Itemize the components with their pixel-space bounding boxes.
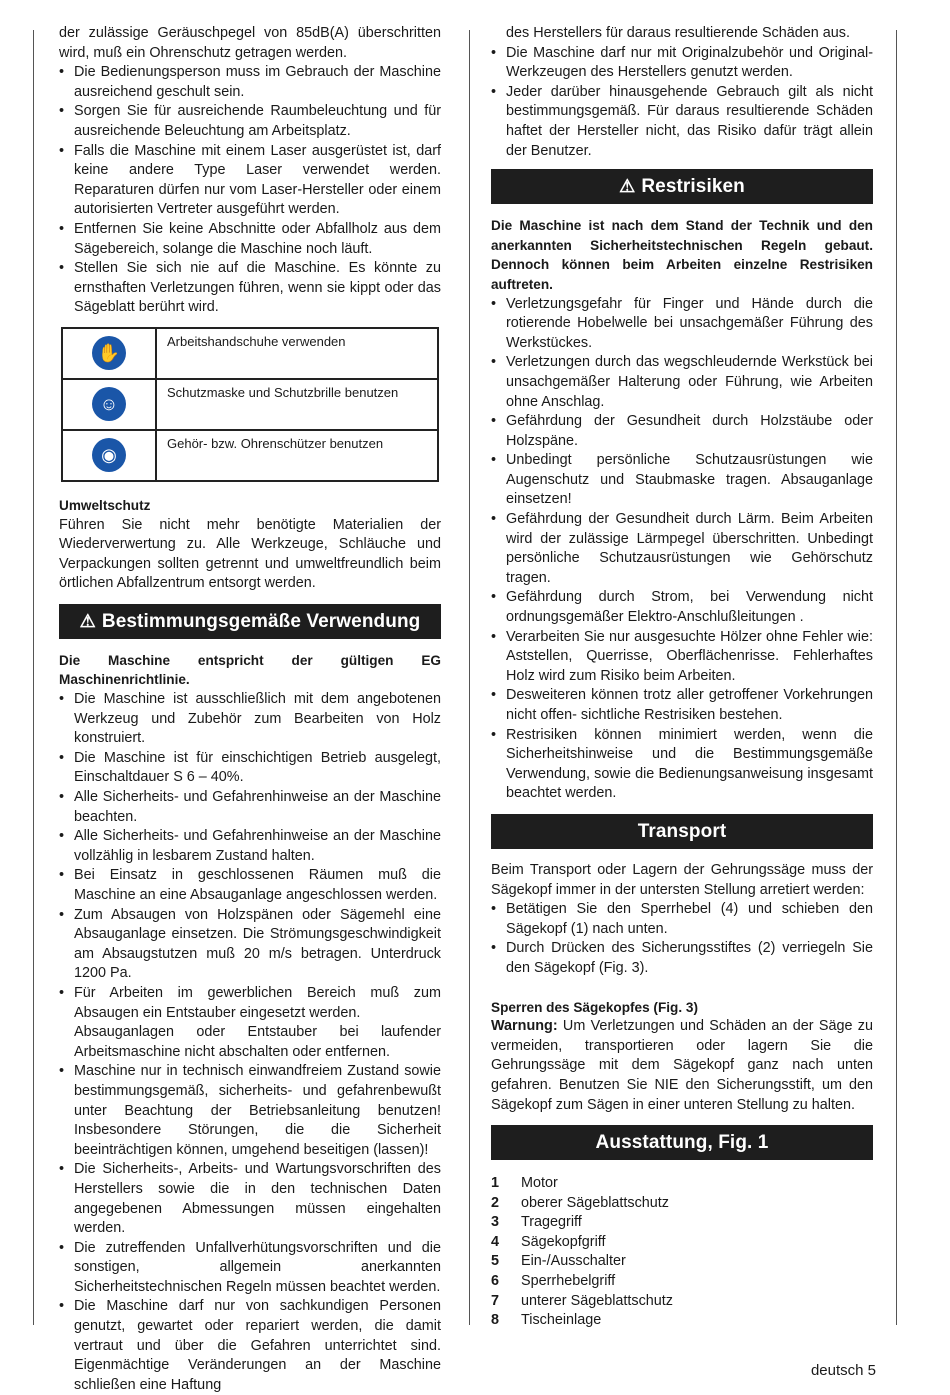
list-item: • Gefährdung durch Strom, bei Verwendung nicht ordnungsgemäßer Elektro-Anschlußleitungen . bbox=[491, 588, 873, 627]
table-row bbox=[62, 379, 438, 430]
list-item: • Zum Absaugen von Holzspänen oder Sägemehl eine Absauganlage einsetzen. Die Strömungsgeschwindigkeit am Absaugstutzen muß 20 m/s betragen. Unterdruck 1200 Pa. bbox=[59, 906, 441, 984]
list-item: • Verletzungen durch das wegschleudernde Werkstück bei unsachgemäßer Halterung oder Führung, wie Arbeiten ohne Anschlag. bbox=[491, 353, 873, 412]
right-column bbox=[491, 24, 873, 1331]
usage-list bbox=[491, 44, 873, 162]
table-row bbox=[62, 328, 438, 379]
list-item: 7 unterer Sägeblattschutz bbox=[491, 1292, 673, 1309]
list-item: • Die Maschine darf nur von sachkundigen Personen genutzt, gewartet oder repariert werden, die damit vertraut und über die Gefahren unterrichtet sind. Eigenmächtige Veränderungen an der Maschine schließen eine Haftung bbox=[59, 1297, 441, 1395]
list-item: • Entfernen Sie keine Abschnitte oder Abfallholz aus dem Sägebereich, solange die Maschine noch läuft. bbox=[59, 220, 441, 259]
list-item: • Die Maschine ist ausschließlich mit dem angebotenen Werkzeug und Zubehör zum Bearbeiten von Holz konstruiert. bbox=[59, 690, 441, 749]
list-item: • Die Maschine ist für einschichtigen Betrieb ausgelegt, Einschaltdauer S 6 – 40%. bbox=[59, 749, 441, 788]
margin-line-center bbox=[469, 30, 470, 1325]
list-item: • Die Maschine darf nur mit Originalzubehör und Original-Werkzeugen des Herstellers genutzt werden. bbox=[491, 44, 873, 83]
list-item: • Bei Einsatz in geschlossenen Räumen muß die Maschine an eine Absauganlage angeschlossen werden. bbox=[59, 866, 441, 905]
section-heading-verwendung bbox=[59, 604, 441, 639]
warning-icon: ⚠ bbox=[79, 610, 96, 631]
umwelt-text: Führen Sie nicht mehr benötigte Materialien der Wiederverwertung zu. Alle Werkzeuge, Schläuche und Verpackungen sollten getrennt und umweltfreundlich beim örtlichen Abfallzentrum entsorgt werden. bbox=[59, 516, 441, 592]
list-item: • Verarbeiten Sie nur ausgesuchte Hölzer ohne Fehler wie: Aststellen, Querrisse, Oberflächenrisse. Fehlerhaftes Holz wird zum Risiko beim Arbeiten. bbox=[491, 628, 873, 687]
list-item: 6 Sperrhebelgriff bbox=[491, 1273, 616, 1290]
section-heading-transport bbox=[491, 814, 873, 849]
margin-line-right bbox=[896, 30, 897, 1325]
warning-paragraph bbox=[491, 1017, 873, 1115]
ppe-text: Arbeitshandschuhe verwenden bbox=[156, 328, 438, 379]
list-item: • Jeder darüber hinausgehende Gebrauch gilt als nicht bestimmungsgemäß. Für daraus resultierende Schäden haftet der Hersteller nicht, das Risiko dafür trägt allein der Benutzer. bbox=[491, 83, 873, 161]
list-item-extra: Absauganlagen oder Entstauber bei laufender Arbeitsmaschine nicht abschalten oder entfernen. bbox=[74, 1024, 441, 1060]
list-item: 4 Sägekopfgriff bbox=[491, 1233, 606, 1250]
section-lead: Die Maschine entspricht der gültigen EG Maschinenrichtlinie. bbox=[59, 652, 441, 688]
list-item: • Die zutreffenden Unfallverhütungsvorschriften und die sonstigen, allgemein anerkannten Sicherheitstechnischen Regeln müssen beachtet werden. bbox=[59, 1239, 441, 1298]
gloves-icon: ✋ bbox=[92, 336, 126, 370]
rest-lead: Die Maschine ist nach dem Stand der Technik und den anerkannten Sicherheitstechnischen Regeln gebaut. Dennoch können beim Arbeiten einzelne Restrisiken auftreten. bbox=[491, 218, 873, 292]
list-item: • Alle Sicherheits- und Gefahrenhinweise an der Maschine beachten. bbox=[59, 788, 441, 827]
warning-text: Um Verletzungen und Schäden an der Säge zu vermeiden, transportieren oder lagern Sie die Gehrungssäge mit dem Sägekopf ganz nach unten gefahren. Benutzen Sie NIE den Sicherungsstift, um den Sägekopf zum Sägen in einer unteren Stellung zu halten. bbox=[491, 1018, 873, 1113]
list-item: 1 Motor bbox=[491, 1175, 558, 1192]
list-item: • Maschine nur in technisch einwandfreiem Zustand sowie bestimmungsgemäß, sicherheits- und gefahrenbewußt unter Beachtung der Betriebsanleitung benutzen! Insbesondere Störungen, die die Sicherheit beeinträchtigen können, umgehend beseitigen (lassen)! bbox=[59, 1062, 441, 1160]
left-column bbox=[59, 24, 441, 1395]
list-item-text: Für Arbeiten im gewerblichen Bereich muß zum Absaugen ein Entstauber eingesetzt werden. bbox=[74, 984, 441, 1021]
umwelt-heading: Umweltschutz bbox=[59, 497, 151, 513]
table-row bbox=[62, 430, 438, 481]
transport-intro: Beim Transport oder Lagern der Gehrungssäge muss der Sägekopf immer in der untersten Stellung arretiert werden: bbox=[491, 861, 873, 898]
list-item: • Unbedingt persönliche Schutzausrüstungen wie Augenschutz und Staubmaske tragen. Absauganlage einsetzen! bbox=[491, 451, 873, 510]
list-item: 3 Tragegriff bbox=[491, 1214, 582, 1231]
sperren-heading: Sperren des Sägekopfes (Fig. 3) bbox=[491, 999, 698, 1015]
transport-list bbox=[491, 900, 873, 978]
section-title: Transport bbox=[637, 820, 727, 842]
section-title: Ausstattung, Fig. 1 bbox=[595, 1132, 769, 1154]
list-item: • Stellen Sie sich nie auf die Maschine. Es könnte zu ernsthaften Verletzungen führen, wenn sie kippt oder das Sägeblatt berührt wird. bbox=[59, 259, 441, 318]
warning-label: Warnung: bbox=[491, 1018, 558, 1035]
section-heading-ausstattung bbox=[491, 1125, 873, 1160]
list-item: 2 oberer Sägeblattschutz bbox=[491, 1194, 669, 1211]
section-title: Restrisiken bbox=[641, 176, 745, 198]
continuation-text: des Herstellers für daraus resultierende Schäden aus. bbox=[506, 25, 850, 41]
list-item: • Desweiteren können trotz aller getroffener Vorkehrungen nicht offen- sichtliche Restrisiken bestehen. bbox=[491, 686, 873, 725]
list-item: • Falls die Maschine mit einem Laser ausgerüstet ist, darf keine andere Type Laser verwendet werden. Reparaturen dürfen nur vom Laser-Hersteller oder einem autorisierten Vertreter ausgeführt werden. bbox=[59, 142, 441, 220]
list-item: • Die Sicherheits-, Arbeits- und Wartungsvorschriften des Herstellers sowie die in den technischen Daten angegebenen Abmessungen müssen eingehalten werden. bbox=[59, 1160, 441, 1238]
list-item: • Die Bedienungsperson muss im Gebrauch der Maschine ausreichend geschult sein. bbox=[59, 63, 441, 102]
list-item: • Alle Sicherheits- und Gefahrenhinweise an der Maschine vollzählig in lesbarem Zustand halten. bbox=[59, 827, 441, 866]
ppe-text: Gehör- bzw. Ohrenschützer benutzen bbox=[156, 430, 438, 481]
verwendung-list bbox=[59, 690, 441, 1395]
mask-goggles-icon: ☺ bbox=[92, 387, 126, 421]
ppe-text: Schutzmaske und Schutzbrille benutzen bbox=[156, 379, 438, 430]
ppe-table bbox=[61, 327, 439, 482]
margin-line-left bbox=[33, 30, 34, 1325]
safety-list bbox=[59, 63, 441, 318]
intro-text: der zulässige Geräuschpegel von 85dB(A) überschritten wird, muß ein Ohrenschutz getragen werden. bbox=[59, 25, 441, 61]
list-item: • Gefährdung der Gesundheit durch Holzstäube oder Holzspäne. bbox=[491, 412, 873, 451]
list-item: • Gefährdung der Gesundheit durch Lärm. Beim Arbeiten wird der zulässige Lärmpegel überschritten. Unbedingt persönliche Schutzausrüstungen wie Gehörschutz tragen. bbox=[491, 510, 873, 588]
page-footer: deutsch 5 bbox=[810, 1362, 876, 1379]
list-item: • Durch Drücken des Sicherungsstiftes (2) verriegeln Sie den Sägekopf (Fig. 3). bbox=[491, 939, 873, 978]
section-title: Bestimmungsgemäße Verwendung bbox=[101, 610, 421, 632]
list-item: • Verletzungsgefahr für Finger und Hände durch die rotierende Hobelwelle bei unsachgemäßer Führung des Werkstückes. bbox=[491, 295, 873, 354]
ear-protection-icon: ◉ bbox=[92, 438, 126, 472]
list-item: 5 Ein-/Ausschalter bbox=[491, 1253, 626, 1270]
list-item bbox=[59, 984, 441, 1062]
list-item: 8 Tischeinlage bbox=[491, 1312, 602, 1329]
section-heading-restrisiken bbox=[491, 169, 873, 204]
warning-icon: ⚠ bbox=[619, 176, 636, 197]
list-item: • Sorgen Sie für ausreichende Raumbeleuchtung und für ausreichende Beleuchtung am Arbeitsplatz. bbox=[59, 102, 441, 141]
equipment-list bbox=[491, 1174, 873, 1331]
list-item: • Restrisiken können minimiert werden, wenn die Sicherheitshinweise und die Bestimmungsgemäße Verwendung, sowie die Bedienungsanweisung insgesamt beachtet werden. bbox=[491, 726, 873, 804]
list-item: • Betätigen Sie den Sperrhebel (4) und schieben den Sägekopf (1) nach unten. bbox=[491, 900, 873, 939]
rest-list bbox=[491, 295, 873, 804]
